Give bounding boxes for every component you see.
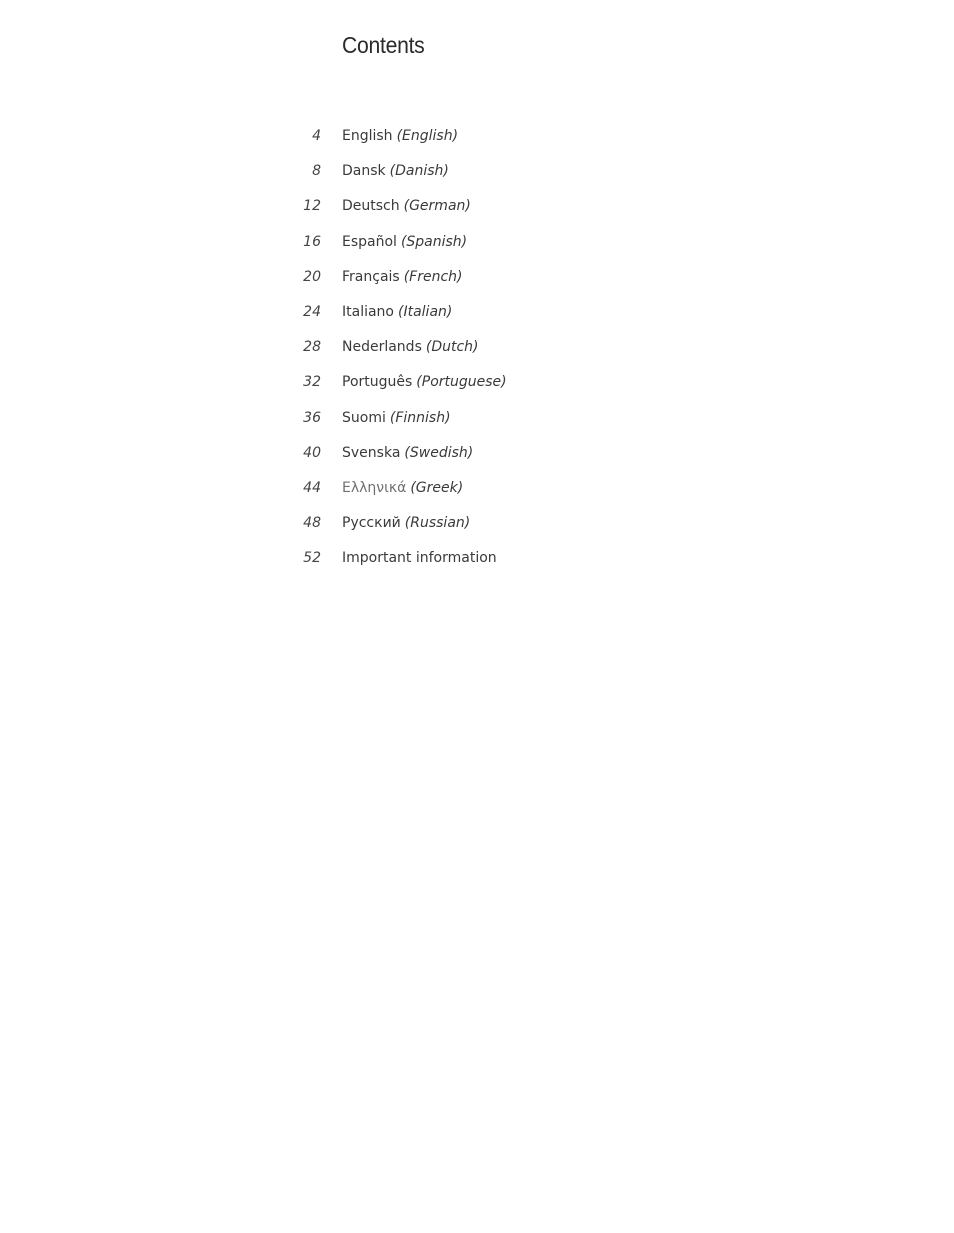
toc-entry-portuguese[interactable] (280, 365, 680, 400)
toc-language-english: (Danish) (389, 163, 449, 180)
toc-page-number: 48 (303, 515, 321, 532)
toc-language-name: Dansk (342, 163, 386, 180)
toc-language-english: (Portuguese) (416, 374, 507, 391)
toc-page-number: 8 (312, 163, 321, 180)
toc-language-english: (Dutch) (425, 339, 479, 356)
toc-entry-label (342, 401, 451, 436)
toc-entry-label (342, 436, 473, 471)
toc-page-number: 12 (303, 198, 321, 215)
toc-page-number: 40 (303, 444, 321, 461)
toc-entry-russian[interactable] (280, 506, 680, 541)
table-of-contents (280, 119, 680, 576)
toc-page-number: 44 (303, 479, 321, 496)
toc-entry-finnish[interactable] (280, 401, 680, 436)
toc-entry-label (342, 225, 467, 260)
toc-entry-label (342, 541, 497, 576)
toc-entry-danish[interactable] (280, 154, 680, 189)
toc-language-name: Svenska (342, 444, 401, 461)
toc-entry-italian[interactable] (280, 295, 680, 330)
toc-entry-label (342, 260, 463, 295)
toc-entry-important-information[interactable] (280, 541, 680, 576)
toc-page-number: 4 (312, 128, 321, 144)
toc-language-english: (English) (396, 128, 459, 144)
toc-entry-german[interactable] (280, 189, 680, 224)
toc-language-name: Suomi (342, 409, 386, 426)
toc-entry-label (342, 330, 479, 365)
toc-language-english: (Finnish) (389, 409, 451, 426)
toc-entry-english[interactable] (280, 119, 680, 154)
toc-language-english: (Greek) (410, 479, 464, 496)
toc-page-number: 32 (303, 374, 321, 391)
toc-language-english: (French) (403, 268, 463, 285)
page-title: Contents (342, 32, 425, 58)
toc-entry-label (342, 471, 463, 506)
toc-language-name: English (342, 128, 393, 144)
toc-entry-label (342, 154, 449, 189)
toc-language-name: Español (342, 233, 397, 250)
toc-entry-spanish[interactable] (280, 225, 680, 260)
toc-entry-label (342, 295, 452, 330)
toc-language-name: Deutsch (342, 198, 400, 215)
toc-entry-french[interactable] (280, 260, 680, 295)
toc-language-name: Français (342, 268, 400, 285)
toc-language-name: Português (342, 374, 413, 391)
toc-entry-label (342, 365, 507, 400)
toc-language-english: (Russian) (404, 515, 471, 532)
toc-page-number: 20 (303, 268, 321, 285)
toc-page-number: 24 (303, 303, 321, 320)
toc-language-english: (Spanish) (400, 233, 468, 250)
toc-language-name: Ελληνικά (342, 479, 407, 496)
toc-language-english: (Swedish) (404, 444, 474, 461)
toc-entry-swedish[interactable] (280, 436, 680, 471)
toc-entry-dutch[interactable] (280, 330, 680, 365)
toc-language-name: Italiano (342, 303, 394, 320)
toc-page-number: 52 (303, 550, 321, 567)
toc-page-number: 36 (303, 409, 321, 426)
toc-entry-label (342, 506, 470, 541)
toc-entry-label (342, 119, 458, 154)
toc-language-english: (Italian) (398, 303, 453, 320)
toc-entry-greek[interactable] (280, 471, 680, 506)
toc-language-english: (German) (403, 198, 471, 215)
toc-page-number: 28 (303, 339, 321, 356)
toc-page-number: 16 (303, 233, 321, 250)
toc-section-name: Important information (342, 550, 497, 567)
toc-language-name: Русский (342, 515, 401, 532)
toc-entry-label (342, 189, 471, 224)
toc-language-name: Nederlands (342, 339, 422, 356)
